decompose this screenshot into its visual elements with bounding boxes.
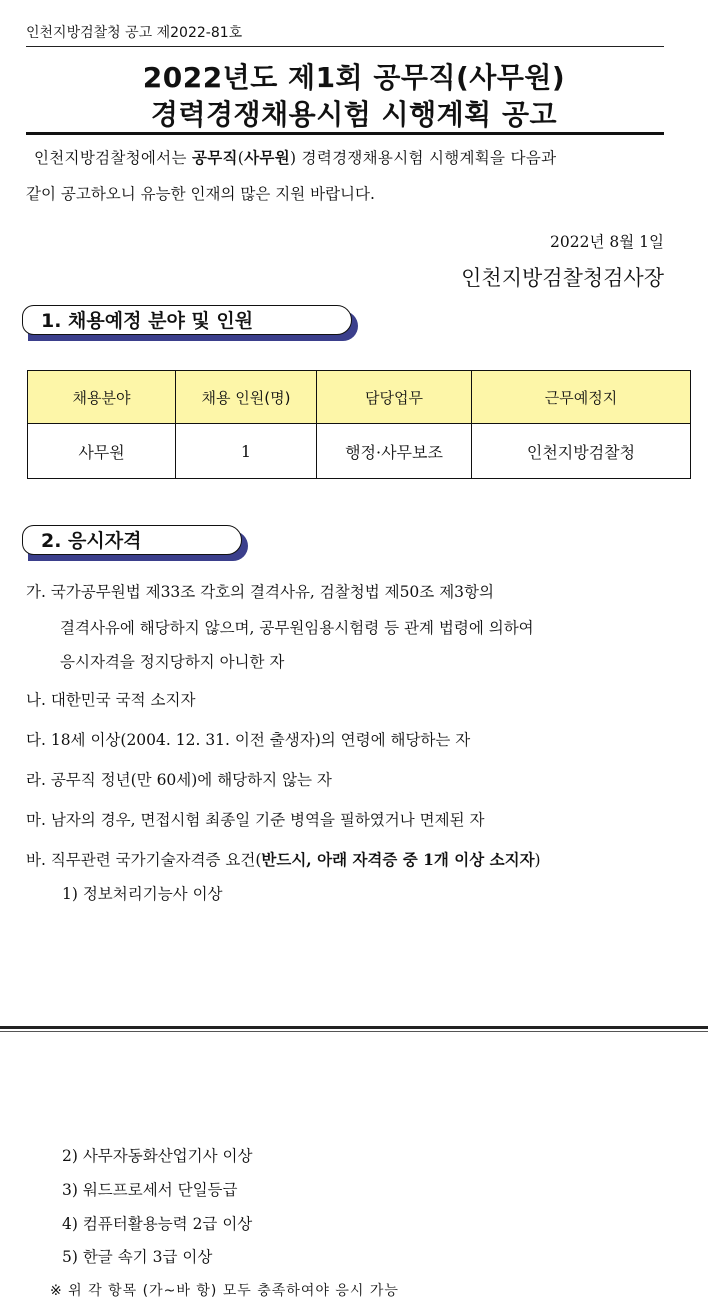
section1-heading (22, 305, 358, 339)
section2-heading-label: 2. 응시자격 (22, 525, 242, 555)
cell-count: 1 (176, 424, 317, 479)
col-header-field: 채용분야 (28, 371, 176, 424)
item-ba-text-a: 바. 직무관련 국가기술자격증 요건( (26, 851, 262, 869)
page-break-rule (0, 1026, 708, 1029)
cell-field: 사무원 (28, 424, 176, 479)
page-title-line1: 2022년도 제1회 공무직(사무원) (142, 61, 566, 94)
item-da: 다. 18세 이상(2004. 12. 31. 이전 출생자)의 연령에 해당하는 자 (26, 731, 471, 749)
qualification-item: 1) 정보처리기능사 이상 (62, 885, 223, 903)
page-break-rule-thin (0, 1031, 708, 1032)
header-rule (26, 46, 664, 47)
item-ba-text-b: ) (534, 851, 541, 869)
intro-text-a: 인천지방검찰청에서는 (34, 149, 192, 167)
item-ga-line3: 응시자격을 정지당하지 아니한 자 (60, 653, 285, 671)
intro-line2: 같이 공고하오니 유능한 인재의 많은 지원 바랍니다. (26, 185, 375, 203)
intro-bold-a: 공무직 (191, 148, 238, 167)
cell-location: 인천지방검찰청 (472, 424, 691, 479)
notice-number: 인천지방검찰청 공고 제2022-81호 (26, 25, 243, 41)
intro-text-b: ) 경력경쟁채용시험 시행계획을 다음과 (289, 149, 557, 167)
item-na: 나. 대한민국 국적 소지자 (26, 691, 196, 709)
table-row (28, 424, 691, 479)
page-title-line2: 경력경쟁채용시험 시행계획 공고 (150, 98, 558, 131)
item-ga-line2: 결격사유에 해당하지 않으며, 공무원임용시험령 등 관계 법령에 의하여 (60, 619, 534, 637)
section2-heading (22, 525, 248, 559)
cell-duty: 행정·사무보조 (317, 424, 472, 479)
eligibility-note: ※ 위 각 항목 (가~바 항) 모두 충족하여야 응시 가능 (50, 1283, 399, 1299)
qualification-item: 2) 사무자동화산업기사 이상 (62, 1147, 253, 1165)
item-ba (26, 848, 686, 870)
qualification-item: 5) 한글 속기 3급 이상 (62, 1248, 213, 1266)
intro-paren: ( (237, 149, 245, 167)
item-ma: 마. 남자의 경우, 면접시험 최종일 기준 병역을 필하였거나 면제된 자 (26, 811, 485, 829)
intro-bold-b: 사무원 (244, 148, 290, 167)
item-ra: 라. 공무직 정년(만 60세)에 해당하지 않는 자 (26, 771, 332, 789)
intro-line1 (26, 146, 664, 168)
announcement-date: 2022년 8월 1일 (550, 233, 664, 251)
title-rule (26, 132, 664, 135)
section1-heading-label: 1. 채용예정 분야 및 인원 (22, 305, 352, 335)
table-header-row (28, 371, 691, 424)
qualification-item: 4) 컴퓨터활용능력 2급 이상 (62, 1215, 253, 1233)
qualification-item: 3) 워드프로세서 단일등급 (62, 1181, 238, 1199)
item-ga-line1: 가. 국가공무원법 제33조 각호의 결격사유, 검찰청법 제50조 제3항의 (26, 583, 494, 601)
col-header-count: 채용 인원(명) (176, 371, 317, 424)
item-ba-bold: 반드시, 아래 자격증 중 1개 이상 소지자 (261, 850, 535, 869)
recruitment-table (27, 370, 691, 479)
col-header-location: 근무예정지 (472, 371, 691, 424)
col-header-duty: 담당업무 (317, 371, 472, 424)
signer: 인천지방검찰청검사장 (461, 266, 664, 290)
